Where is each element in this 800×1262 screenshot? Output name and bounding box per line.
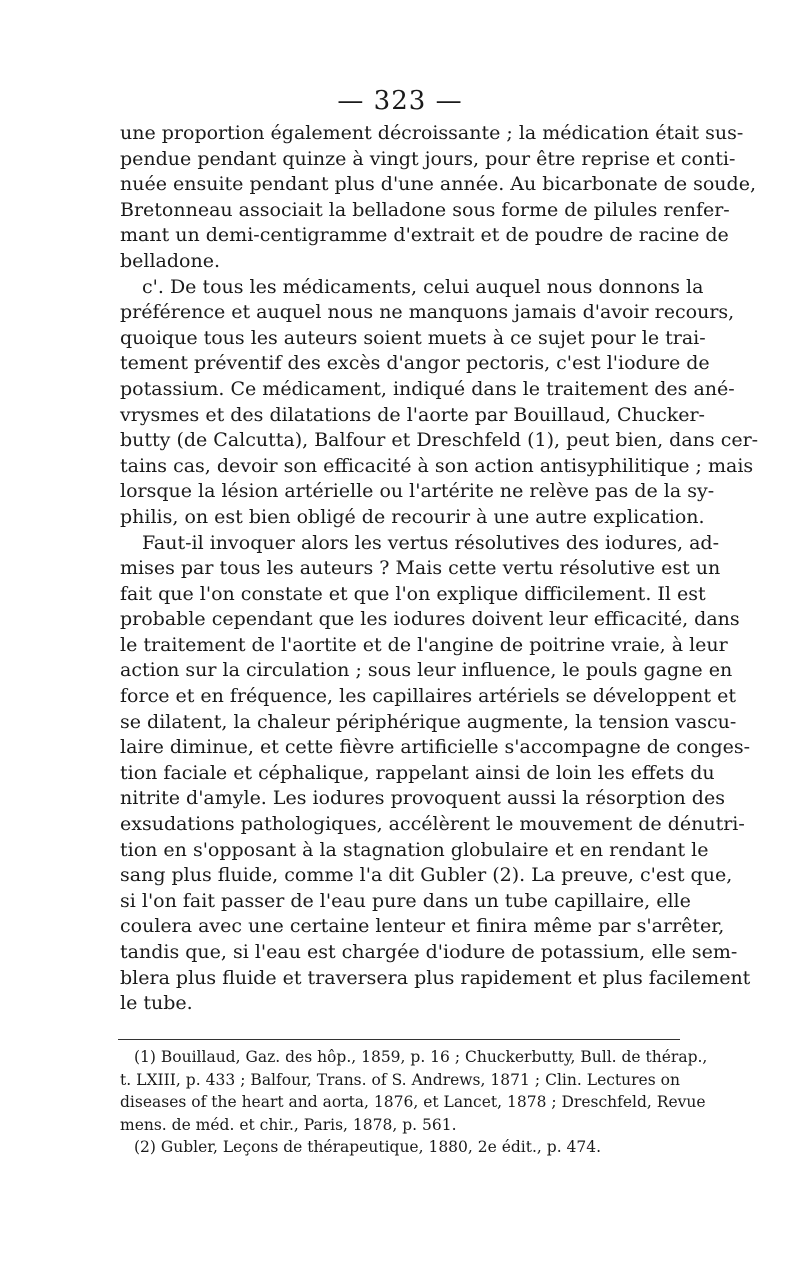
text-line: sang plus fluide, comme l'a dit Gubler (2). La preuve, c'est que, (120, 864, 733, 887)
footnote-line: mens. de méd. et chir., Paris, 1878, p. 561. (120, 1115, 457, 1134)
body-text (120, 121, 759, 1017)
text-line: le traitement de l'aortite et de l'angine de poitrine vraie, à leur (120, 633, 728, 656)
text-line: quoique tous les auteurs soient muets à ce sujet pour le trai- (120, 326, 706, 349)
footnote-line: diseases of the heart and aorta, 1876, et Lancet, 1878 ; Dreschfeld, Revue (120, 1093, 706, 1112)
text-line: tandis que, si l'eau est chargée d'iodure de potassium, elle sem- (120, 941, 738, 963)
text-line: laire diminue, et cette fièvre artificielle s'accompagne de conges- (120, 736, 751, 759)
text-line: nuée ensuite pendant plus d'une année. Au bicarbonate de soude, (120, 173, 756, 196)
text-line: préférence et auquel nous ne manquons jamais d'avoir recours, (120, 301, 735, 324)
text-line: coulera avec une certaine lenteur et finira même par s'arrêter, (120, 915, 725, 938)
text-line: philis, on est bien obligé de recourir à une autre explication. (120, 505, 705, 528)
text-line: force et en fréquence, les capillaires artériels se développent et (120, 685, 736, 708)
text-line: fait que l'on constate et que l'on explique difficilement. Il est (120, 582, 706, 605)
text-line: tion faciale et céphalique, rappelant ainsi de loin les effets du (120, 761, 715, 784)
text-line: si l'on fait passer de l'eau pure dans un tube capillaire, elle (120, 889, 691, 912)
footnote-line: (2) Gubler, Leçons de thérapeutique, 1880, 2e édit., p. 474. (134, 1138, 602, 1157)
text-line: le tube. (120, 992, 193, 1015)
text-line: se dilatent, la chaleur périphérique augmente, la tension vascu- (120, 710, 737, 733)
text-line: vrysmes et des dilatations de l'aorte par Bouillaud, Chucker- (120, 403, 705, 426)
text-line: probable cependant que les iodures doivent leur efficacité, dans (120, 608, 740, 631)
text-line: action sur la circulation ; sous leur influence, le pouls gagne en (120, 659, 733, 682)
text-line: tement préventif des excès d'angor pectoris, c'est l'iodure de (120, 352, 710, 375)
text-line: Faut-il invoquer alors les vertus résolutives des iodures, ad- (142, 531, 719, 554)
text-line: potassium. Ce médicament, indiqué dans le traitement des ané- (120, 377, 735, 400)
text-line: belladone. (120, 249, 221, 272)
text-line: Bretonneau associait la belladone sous forme de pilules renfer- (120, 198, 730, 221)
text-line: c'. De tous les médicaments, celui auquel nous donnons la (142, 275, 704, 298)
text-line: tains cas, devoir son efficacité à son action antisyphilitique ; mais (120, 454, 754, 477)
text-line: une proportion également décroissante ; la médication était sus- (120, 122, 744, 144)
text-line: butty (de Calcutta), Balfour et Dreschfeld (1), peut bien, dans cer- (120, 429, 759, 452)
footnote-line: (1) Bouillaud, Gaz. des hôp., 1859, p. 16 ; Chuckerbutty, Bull. de thérap., (134, 1048, 708, 1066)
footnotes (120, 1046, 708, 1159)
footnote-line: t. LXIII, p. 433 ; Balfour, Trans. of S. Andrews, 1871 ; Clin. Lectures on (120, 1070, 680, 1089)
text-line: nitrite d'amyle. Les iodures provoquent aussi la résorption des (120, 787, 725, 810)
text-line: lorsque la lésion artérielle ou l'artérite ne relève pas de la sy- (120, 480, 715, 503)
page-number: — 323 — (337, 86, 463, 116)
text-line: mant un demi-centigramme d'extrait et de poudre de racine de (120, 224, 729, 247)
text-line: tion en s'opposant à la stagnation globulaire et en rendant le (120, 838, 709, 861)
footnote-divider (118, 1039, 680, 1040)
text-line: blera plus fluide et traversera plus rapidement et plus facilement (120, 966, 751, 989)
text-line: pendue pendant quinze à vingt jours, pour être reprise et conti- (120, 147, 736, 170)
text-line: exsudations pathologiques, accélèrent le mouvement de dénutri- (120, 813, 745, 836)
text-line: mises par tous les auteurs ? Mais cette vertu résolutive est un (120, 557, 721, 580)
